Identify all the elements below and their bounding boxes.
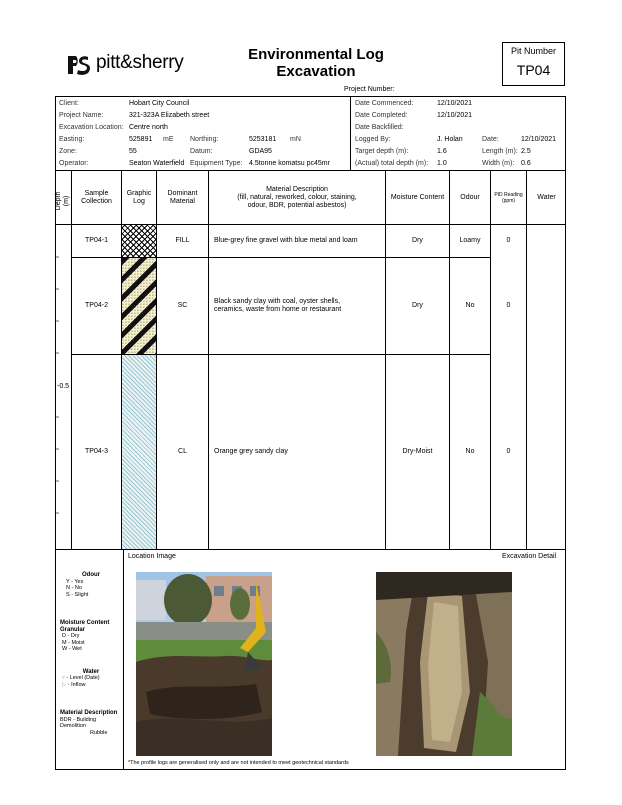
row2-moisture: Dry: [412, 302, 423, 309]
row1-sample: TP04-1: [85, 237, 108, 244]
easting-value: 525891: [129, 136, 153, 143]
logged-value: J. Holan: [437, 136, 463, 143]
header-graphic: [122, 190, 156, 206]
row3-description: Orange grey sandy clay: [214, 448, 288, 455]
divider: [156, 171, 157, 549]
legend-material-bdr-cont: Rubble: [90, 729, 108, 736]
header-moisture: Moisture Content: [390, 194, 445, 201]
header-description-line2: (fill, natural, reworked, colour, staining,: [237, 194, 357, 201]
water-inflow-icon: ▷: [62, 681, 67, 688]
row1-odour: Loamy: [459, 237, 481, 244]
row3-material: CL: [178, 448, 187, 455]
row2-pid: 0: [506, 302, 511, 309]
header-dominant-line1: Dominant: [167, 190, 198, 197]
legend-water-level: - Level (Date): [66, 675, 100, 681]
header-description-line3: odour, BDR, potential asbestos): [247, 202, 347, 209]
pit-number-label: Pit Number: [510, 46, 556, 56]
datum-label: Datum:: [190, 148, 213, 155]
legend-odour-title: Odour: [82, 572, 100, 578]
legend-moisture-subtitle: Granular: [60, 626, 86, 633]
client-value: Hobart City Council: [129, 100, 190, 107]
legend-water-inflow: - Inflow: [67, 681, 86, 688]
target-value: 1.6: [437, 148, 447, 155]
legend: [60, 572, 122, 736]
date-value: 12/10/2021: [521, 136, 557, 143]
location-label: Excavation Location:: [59, 124, 124, 131]
operator-value: Seaton Waterfield: [129, 160, 185, 167]
project-number-label: Project Number:: [344, 86, 395, 93]
date-label: Date:: [482, 136, 499, 143]
water-level-icon: ▿: [62, 675, 65, 681]
easting-label: Easting:: [59, 136, 85, 143]
log-title: Environmental Log: [248, 46, 384, 63]
project-label: Project Name:: [59, 112, 104, 119]
length-label: Length (m):: [482, 148, 518, 155]
northing-value: 5253181: [249, 136, 277, 143]
row3-sample: TP04-3: [85, 448, 108, 455]
legend-water-title: Water: [82, 668, 100, 675]
legend-odour-slight: S - Slight: [66, 591, 89, 598]
completed-value: 12/10/2021: [437, 112, 473, 119]
row2-material: SC: [177, 302, 188, 309]
row3-odour: No: [465, 448, 475, 455]
length-value: 2.5: [521, 148, 531, 155]
operator-label: Operator:: [59, 160, 89, 167]
graphic-log-clay: [122, 355, 156, 549]
header-sample-line1: Sample: [84, 190, 109, 197]
easting-unit: mE: [163, 136, 174, 143]
divider: [55, 549, 566, 550]
legend-odour-no: N - No: [66, 585, 82, 591]
row3-pid: 0: [506, 448, 511, 455]
header-description: [209, 186, 385, 210]
row2-sample: TP04-2: [85, 302, 108, 309]
divider: [123, 549, 124, 770]
header-graphic-line2: Log: [133, 198, 145, 205]
location-photo: [136, 572, 272, 756]
header-sample: [72, 190, 121, 206]
row3-moisture: Dry-Moist: [402, 448, 433, 455]
header-pid-line1: PID Reading: [494, 192, 523, 198]
completed-label: Date Completed:: [355, 112, 408, 119]
header-water: Water: [537, 194, 556, 201]
backfilled-label: Date Backfilled:: [355, 124, 404, 131]
row2-description-line2: ceramics, waste from home or restaurant: [214, 306, 342, 313]
legend-moisture-moist: M - Moist: [62, 639, 85, 646]
excavation-detail-label: Excavation Detail: [502, 553, 557, 560]
zone-label: Zone:: [59, 148, 77, 155]
location-image-label: Location Image: [128, 553, 176, 560]
disclaimer: *The profile logs are generalised only and are not intended to meet geotechnical standards: [128, 760, 349, 766]
divider: [490, 171, 491, 549]
legend-material-bdr: BDR - Building Demolition: [60, 716, 97, 729]
excavation-detail-photo: [376, 572, 512, 756]
header-depth: Depth (m): [55, 191, 70, 211]
row2-description-line1: Black sandy clay with coal, oyster shells,: [214, 298, 341, 305]
row1-pid: 0: [506, 237, 511, 244]
zone-value: 55: [129, 148, 137, 155]
northing-unit: mN: [290, 136, 301, 143]
actual-label: (Actual) total depth (m):: [355, 160, 429, 167]
datum-value: GDA95: [249, 148, 272, 155]
logged-label: Logged By:: [355, 136, 391, 143]
depth-tick-label: -0.5: [57, 383, 70, 390]
graphic-log-sandy-clay: [122, 258, 156, 354]
commenced-value: 12/10/2021: [437, 100, 473, 107]
divider: [526, 171, 527, 549]
header-dominant: [157, 190, 208, 206]
header-pid: [491, 192, 526, 204]
row1-moisture: Dry: [412, 237, 423, 244]
client-label: Client:: [59, 100, 79, 107]
equipment-label: Equipment Type:: [190, 160, 243, 167]
pit-number-box: [502, 42, 565, 86]
width-label: Width (m):: [482, 160, 515, 167]
equipment-value: 4.5tonne komatsu pc45mr: [249, 160, 330, 167]
width-value: 0.6: [521, 160, 531, 167]
legend-moisture-dry: D - Dry: [62, 633, 80, 639]
divider: [71, 171, 72, 549]
northing-label: Northing:: [190, 136, 219, 143]
pit-number: TP04: [516, 62, 551, 78]
project-value: 321-323A Elizabeth street: [129, 112, 210, 119]
header-graphic-line1: Graphic: [126, 190, 152, 197]
legend-odour-yes: Y - Yes: [66, 578, 84, 585]
legend-material-title: Material Description: [60, 710, 118, 716]
header-pid-line2: (ppm): [501, 198, 516, 204]
header-dominant-line2: Material: [170, 198, 195, 205]
target-label: Target depth (m):: [355, 148, 409, 155]
row2-odour: No: [465, 302, 475, 309]
legend-moisture-title: Moisture Content: [60, 620, 110, 626]
row1-description: Blue-grey fine gravel with blue metal and loam: [214, 237, 358, 244]
actual-value: 1.0: [437, 160, 447, 167]
header-sample-line2: Collection: [81, 198, 112, 205]
legend-moisture-wet: W - Wet: [62, 646, 82, 652]
divider: [449, 171, 450, 549]
log-subtitle: Excavation: [276, 63, 356, 80]
divider: [350, 96, 351, 170]
pitt-sherry-logo-icon: [66, 54, 90, 76]
commenced-label: Date Commenced:: [355, 100, 414, 107]
divider: [208, 171, 209, 549]
logo-text: pitt&sherry: [96, 52, 184, 73]
header-description-line1: Material Description: [266, 186, 328, 193]
location-value: Centre north: [129, 124, 168, 131]
divider: [385, 171, 386, 549]
row1-material: FILL: [175, 237, 190, 244]
header-odour: Odour: [460, 194, 480, 201]
row2-description: [214, 298, 341, 314]
graphic-log-fill: [122, 225, 156, 257]
